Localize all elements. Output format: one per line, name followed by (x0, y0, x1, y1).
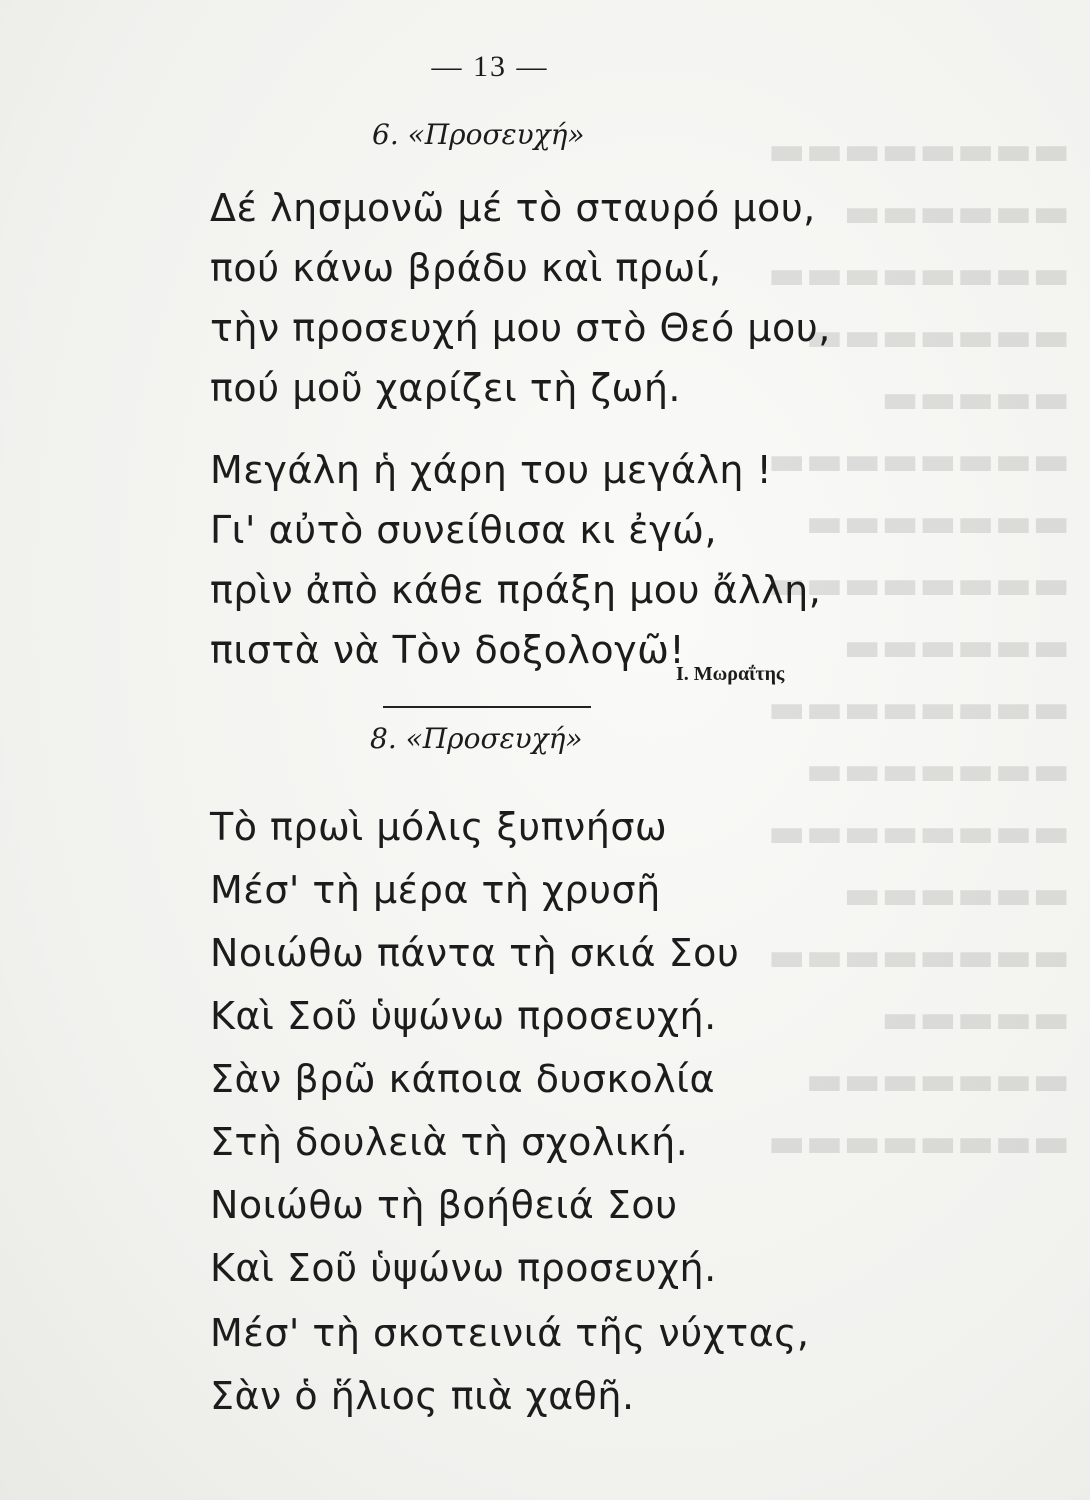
poem-6-stanza-1 (210, 178, 831, 418)
show-through-texture: ▬▬▬▬▬▬▬▬ ▬▬▬▬▬▬ ▬▬▬▬▬▬▬▬ ▬▬▬▬▬▬▬ ▬▬▬▬▬ ▬▬▬▬▬▬▬▬ ▬▬▬▬▬▬▬ ▬▬▬▬▬▬▬▬ ▬▬▬▬▬▬ ▬▬▬▬▬▬▬▬ ▬▬▬▬▬▬▬ ▬▬▬▬▬▬▬▬ ▬▬▬▬▬▬ ▬▬▬▬▬▬▬▬ ▬▬▬▬▬ ▬▬▬▬▬▬▬ ▬▬▬▬▬▬▬▬ (767, 128, 1070, 1166)
poem-8-stanza-2 (210, 1048, 717, 1300)
poem-line: Νοιώθω πάντα τὴ σκιά Σου (210, 931, 740, 975)
poem-line: πρὶν ἀπὸ κάθε πράξη μου ἄλλη, (210, 568, 822, 612)
poem-line: Νοιώθω τὴ βοήθειά Σου (210, 1183, 678, 1227)
poem-line: Στὴ δουλειὰ τὴ σχολική. (210, 1120, 689, 1164)
poem-line: Καὶ Σοῦ ὑψώνω προσευχή. (210, 1246, 717, 1290)
poem-6-stanza-2 (210, 440, 821, 680)
poem-line: Δέ λησμονῶ μέ τὸ σταυρό μου, (210, 186, 816, 230)
poem-8-stanza-3 (210, 1302, 810, 1428)
poem-line: Τὸ πρωὶ μόλις ξυπνήσω (210, 805, 668, 849)
poem-line: Σὰν ὁ ἥλιος πιὰ χαθῆ. (210, 1374, 635, 1418)
page-number: — 13 — (431, 50, 549, 83)
poem-8-title: 8. «Προσευχή» (370, 722, 583, 755)
poem-line: Μέσ' τὴ μέρα τὴ χρυσῆ (210, 868, 661, 912)
poem-line: Καὶ Σοῦ ὑψώνω προσευχή. (210, 994, 717, 1038)
poem-line: Σὰν βρῶ κάποια δυσκολία (210, 1057, 716, 1101)
poem-8-stanza-1 (210, 796, 739, 1048)
poem-line: Μέσ' τὴ σκοτεινιά τῆς νύχτας, (210, 1311, 810, 1355)
poem-6-title: 6. «Προσευχή» (372, 118, 585, 151)
poem-line: Μεγάλη ἡ χάρη του μεγάλη ! (210, 448, 773, 492)
poem-line: Γι' αὐτὸ συνείθισα κι ἐγώ, (210, 508, 718, 552)
poem-6-author: Ι. Μωραΐτης (676, 663, 785, 685)
poem-line: τὴν προσευχή μου στὸ Θεό μου, (210, 306, 831, 350)
poem-line: πιστὰ νὰ Τὸν δοξολογῶ! (210, 628, 686, 672)
poem-line: πού κάνω βράδυ καὶ πρωί, (210, 246, 722, 290)
poem-line: πού μοῦ χαρίζει τὴ ζωή. (210, 366, 682, 410)
section-divider (383, 706, 591, 708)
